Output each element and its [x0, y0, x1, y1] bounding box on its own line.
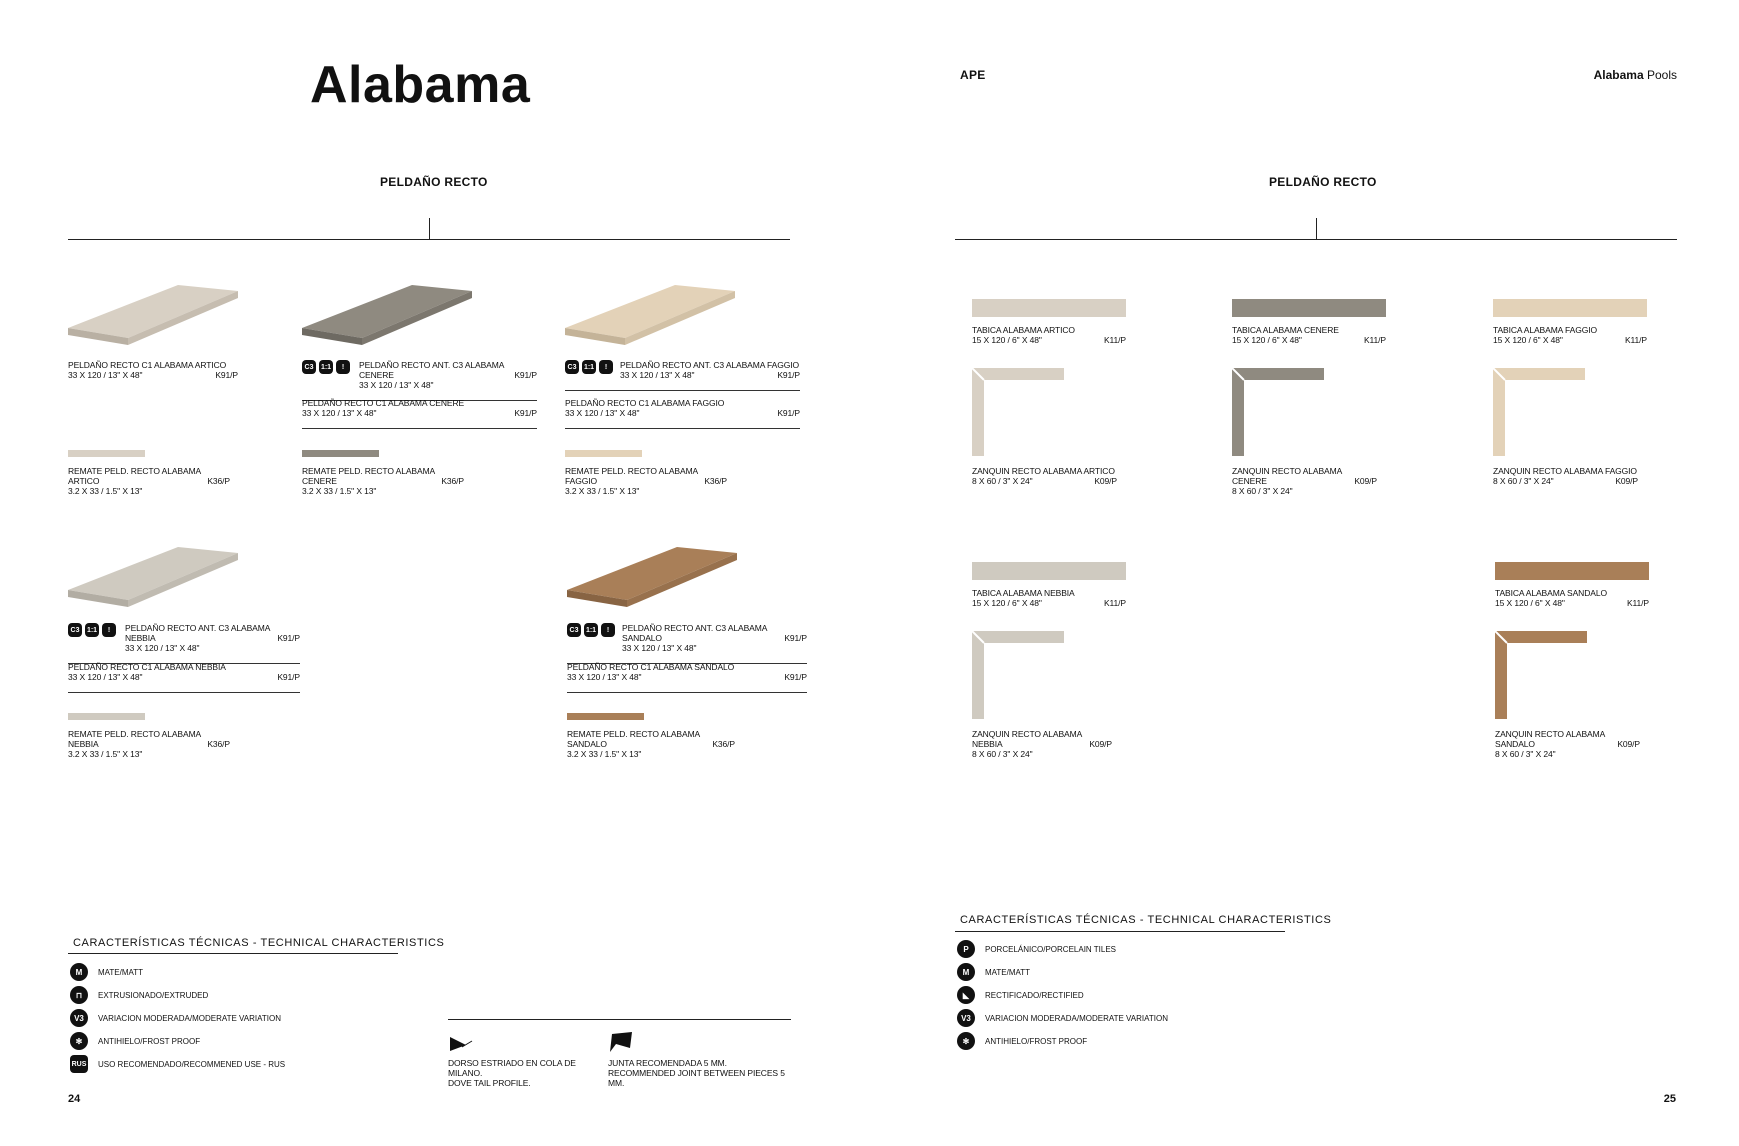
tech-label: EXTRUSIONADO/EXTRUDED	[98, 990, 209, 1000]
tech-label: RECTIFICADO/RECTIFIED	[985, 990, 1084, 1000]
product-code: K09/P	[1089, 739, 1112, 749]
product-code: K91/P	[514, 370, 537, 380]
badge-row	[565, 360, 613, 374]
tech-item-matt	[70, 963, 143, 981]
tech-label: MATE/MATT	[98, 967, 144, 977]
badge-row	[302, 360, 350, 374]
product-size: 3.2 X 33 / 1.5" X 13"	[302, 486, 377, 496]
remate-image-nebbia	[68, 713, 145, 720]
product-peldano-c1-nebbia	[68, 662, 300, 693]
product-code: K91/P	[784, 633, 807, 643]
product-zanquin-faggio	[1493, 466, 1638, 486]
variation-icon: V3	[70, 1009, 88, 1027]
product-size: 8 X 60 / 3" X 24"	[972, 749, 1033, 759]
product-code: K91/P	[514, 408, 537, 418]
separator	[567, 692, 807, 693]
product-name: ZANQUIN RECTO ALABAMA FAGGIO	[1493, 466, 1637, 476]
variation-icon: V3	[957, 1009, 975, 1027]
separator	[565, 390, 800, 391]
tech-item-rectified	[957, 986, 1084, 1004]
product-peldano-ant-nebbia	[68, 623, 300, 664]
product-name: PELDAÑO RECTO C1 ALABAMA FAGGIO	[565, 398, 725, 408]
tech-label: ANTIHIELO/FROST PROOF	[985, 1036, 1088, 1046]
step-image-sandalo	[567, 545, 737, 615]
collection-name: Alabama	[1593, 68, 1644, 82]
tech-divider	[68, 953, 398, 954]
ratio-badge-icon: 1:1	[85, 623, 99, 637]
tabica-image-faggio	[1493, 299, 1647, 317]
separator	[68, 692, 300, 693]
product-size: 15 X 120 / 6" X 48"	[1495, 598, 1565, 608]
product-size: 8 X 60 / 3" X 24"	[972, 476, 1033, 486]
tech-label: VARIACION MODERADA/MODERATE VARIATION	[98, 1013, 281, 1023]
product-peldano-c1-artico	[68, 360, 238, 380]
product-size: 3.2 X 33 / 1.5" X 13"	[68, 486, 143, 496]
product-name: ZANQUIN RECTO ALABAMA CENERE	[1232, 466, 1342, 486]
product-remate-sandalo	[567, 729, 735, 759]
product-name: REMATE PELD. RECTO ALABAMA FAGGIO	[565, 466, 698, 486]
section-heading-right: PELDAÑO RECTO	[1269, 175, 1377, 189]
product-remate-nebbia	[68, 729, 230, 759]
note-dovetail	[448, 1058, 608, 1088]
product-tabica-nebbia	[972, 588, 1126, 608]
tabica-image-artico	[972, 299, 1126, 317]
tech-item-rus	[70, 1055, 285, 1073]
zanquin-image-faggio	[1493, 368, 1585, 456]
product-size: 3.2 X 33 / 1.5" X 13"	[567, 749, 642, 759]
product-size: 3.2 X 33 / 1.5" X 13"	[565, 486, 640, 496]
product-code: K36/P	[712, 739, 735, 749]
separator	[302, 428, 537, 429]
product-peldano-c1-sandalo	[567, 662, 807, 693]
product-size: 33 X 120 / 13" X 48"	[68, 370, 143, 380]
antislip-badge-icon: !	[102, 623, 116, 637]
product-name: TABICA ALABAMA CENERE	[1232, 325, 1339, 335]
product-code: K11/P	[1103, 598, 1126, 608]
product-peldano-ant-faggio	[565, 360, 800, 391]
product-name: PELDAÑO RECTO C1 ALABAMA NEBBIA	[68, 662, 226, 672]
antislip-badge-icon: !	[601, 623, 615, 637]
remate-image-faggio	[565, 450, 642, 457]
page-number-left: 24	[68, 1093, 81, 1105]
product-name: PELDAÑO RECTO ANT. C3 ALABAMA NEBBIA	[125, 623, 270, 643]
tech-item-frost	[70, 1032, 200, 1050]
note-line: JUNTA RECOMENDADA 5 MM.	[608, 1058, 727, 1068]
c3-badge-icon: C3	[567, 623, 581, 637]
rus-icon: RUS	[70, 1055, 88, 1073]
product-code: K91/P	[777, 408, 800, 418]
product-name: ZANQUIN RECTO ALABAMA ARTICO	[972, 466, 1115, 476]
note-joint	[608, 1058, 798, 1088]
product-name: REMATE PELD. RECTO ALABAMA SANDALO	[567, 729, 700, 749]
product-code: K11/P	[1103, 335, 1126, 345]
product-peldano-ant-sandalo	[567, 623, 807, 664]
product-code: K36/P	[207, 476, 230, 486]
product-peldano-ant-cenere	[302, 360, 537, 401]
product-tabica-artico	[972, 325, 1126, 345]
divider-tick-left	[429, 218, 430, 240]
tech-divider-right	[955, 931, 1285, 932]
page-title: Alabama	[310, 56, 531, 114]
tech-item-porcelain	[957, 940, 1116, 958]
product-peldano-c1-cenere	[302, 398, 537, 429]
page-number-right: 25	[1663, 1093, 1676, 1105]
note-line: DORSO ESTRIADO EN COLA DE MILANO.	[448, 1058, 576, 1078]
zanquin-image-artico	[972, 368, 1064, 456]
product-code: K11/P	[1626, 598, 1649, 608]
frost-icon: ✻	[70, 1032, 88, 1050]
product-code: K36/P	[704, 476, 727, 486]
product-tabica-cenere	[1232, 325, 1386, 345]
product-size: 33 X 120 / 13" X 48"	[68, 672, 143, 682]
tech-item-frost	[957, 1032, 1087, 1050]
product-tabica-faggio	[1493, 325, 1647, 345]
remate-image-cenere	[302, 450, 379, 457]
tech-label: PORCELÁNICO/PORCELAIN TILES	[985, 944, 1116, 954]
c3-badge-icon: C3	[302, 360, 316, 374]
product-code: K09/P	[1094, 476, 1117, 486]
product-size: 8 X 60 / 3" X 24"	[1495, 749, 1556, 759]
separator	[565, 428, 800, 429]
product-code: K11/P	[1624, 335, 1647, 345]
product-name: PELDAÑO RECTO ANT. C3 ALABAMA FAGGIO	[620, 360, 800, 370]
product-name: PELDAÑO RECTO ANT. C3 ALABAMA CENERE	[359, 360, 504, 380]
product-name: REMATE PELD. RECTO ALABAMA ARTICO	[68, 466, 201, 486]
ratio-badge-icon: 1:1	[582, 360, 596, 374]
product-code: K09/P	[1615, 476, 1638, 486]
notes-divider	[448, 1019, 791, 1020]
product-size: 15 X 120 / 6" X 48"	[1493, 335, 1563, 345]
divider-tick-right	[1316, 218, 1317, 240]
product-peldano-c1-faggio	[565, 398, 800, 429]
step-image-nebbia	[68, 545, 238, 615]
product-name: TABICA ALABAMA FAGGIO	[1493, 325, 1598, 335]
tech-item-extruded	[70, 986, 208, 1004]
product-size: 15 X 120 / 6" X 48"	[972, 335, 1042, 345]
product-name: ZANQUIN RECTO ALABAMA SANDALO	[1495, 729, 1605, 749]
product-remate-cenere	[302, 466, 464, 496]
product-code: K91/P	[215, 370, 238, 380]
tech-characteristics-title-right: CARACTERÍSTICAS TÉCNICAS - TECHNICAL CHARACTERISTICS	[960, 914, 1332, 926]
product-code: K91/P	[277, 633, 300, 643]
product-size: 33 X 120 / 13" X 48"	[567, 672, 642, 682]
collection-suffix: Pools	[1646, 68, 1677, 82]
product-name: REMATE PELD. RECTO ALABAMA NEBBIA	[68, 729, 201, 749]
product-name: TABICA ALABAMA SANDALO	[1495, 588, 1607, 598]
matt-icon: M	[70, 963, 88, 981]
zanquin-image-sandalo	[1495, 631, 1587, 719]
product-size: 3.2 X 33 / 1.5" X 13"	[68, 749, 143, 759]
c3-badge-icon: C3	[68, 623, 82, 637]
matt-icon: M	[957, 963, 975, 981]
product-zanquin-sandalo	[1495, 729, 1640, 759]
product-size: 15 X 120 / 6" X 48"	[1232, 335, 1302, 345]
tech-label: MATE/MATT	[985, 967, 1031, 977]
product-size: 33 X 120 / 13" X 48"	[302, 408, 377, 418]
product-code: K91/P	[784, 672, 807, 682]
step-image-artico	[68, 283, 238, 353]
c3-badge-icon: C3	[565, 360, 579, 374]
product-zanquin-nebbia	[972, 729, 1112, 759]
product-code: K91/P	[277, 672, 300, 682]
product-zanquin-cenere	[1232, 466, 1377, 496]
joint-icon	[608, 1030, 636, 1054]
product-size: 15 X 120 / 6" X 48"	[972, 598, 1042, 608]
badge-row	[567, 623, 615, 637]
product-name: PELDAÑO RECTO C1 ALABAMA CENERE	[302, 398, 465, 408]
step-image-cenere	[302, 283, 472, 353]
ratio-badge-icon: 1:1	[319, 360, 333, 374]
product-remate-faggio	[565, 466, 727, 496]
product-size: 33 X 120 / 13" X 48"	[622, 643, 697, 653]
product-code: K36/P	[207, 739, 230, 749]
product-name: REMATE PELD. RECTO ALABAMA CENERE	[302, 466, 435, 486]
tech-characteristics-title: CARACTERÍSTICAS TÉCNICAS - TECHNICAL CHARACTERISTICS	[73, 937, 445, 949]
product-name: PELDAÑO RECTO C1 ALABAMA SANDALO	[567, 662, 735, 672]
section-heading-left: PELDAÑO RECTO	[380, 175, 488, 189]
product-remate-artico	[68, 466, 230, 496]
zanquin-image-nebbia	[972, 631, 1064, 719]
tabica-image-cenere	[1232, 299, 1386, 317]
zanquin-image-cenere	[1232, 368, 1324, 456]
product-name: TABICA ALABAMA NEBBIA	[972, 588, 1075, 598]
collection-header	[1594, 68, 1677, 82]
tech-label: VARIACION MODERADA/MODERATE VARIATION	[985, 1013, 1168, 1023]
tabica-image-nebbia	[972, 562, 1126, 580]
tech-label: USO RECOMENDADO/RECOMMENED USE - RUS	[98, 1059, 286, 1069]
ratio-badge-icon: 1:1	[584, 623, 598, 637]
product-name: ZANQUIN RECTO ALABAMA NEBBIA	[972, 729, 1082, 749]
tech-item-variation	[957, 1009, 1168, 1027]
product-name: PELDAÑO RECTO C1 ALABAMA ARTICO	[68, 360, 227, 370]
product-code: K09/P	[1617, 739, 1640, 749]
product-zanquin-artico	[972, 466, 1117, 486]
tech-label: ANTIHIELO/FROST PROOF	[98, 1036, 201, 1046]
step-image-faggio	[565, 283, 735, 353]
product-code: K91/P	[777, 370, 800, 380]
product-size: 8 X 60 / 3" X 24"	[1493, 476, 1554, 486]
extruded-icon: ⊓	[70, 986, 88, 1004]
product-code: K36/P	[441, 476, 464, 486]
product-code: K09/P	[1354, 476, 1377, 486]
product-size: 8 X 60 / 3" X 24"	[1232, 486, 1293, 496]
remate-image-sandalo	[567, 713, 644, 720]
product-name: PELDAÑO RECTO ANT. C3 ALABAMA SANDALO	[622, 623, 767, 643]
dovetail-icon	[448, 1035, 474, 1053]
antislip-badge-icon: !	[599, 360, 613, 374]
antislip-badge-icon: !	[336, 360, 350, 374]
rectified-icon: ◣	[957, 986, 975, 1004]
tech-item-matt	[957, 963, 1030, 981]
note-line: RECOMMENDED JOINT BETWEEN PIECES 5 MM.	[608, 1068, 785, 1088]
product-code: K11/P	[1363, 335, 1386, 345]
frost-icon: ✻	[957, 1032, 975, 1050]
tabica-image-sandalo	[1495, 562, 1649, 580]
product-tabica-sandalo	[1495, 588, 1649, 608]
product-size: 33 X 120 / 13" X 48"	[620, 370, 695, 380]
product-size: 33 X 120 / 13" X 48"	[125, 643, 200, 653]
note-line: DOVE TAIL PROFILE.	[448, 1078, 531, 1088]
badge-row	[68, 623, 116, 637]
product-size: 33 X 120 / 13" X 48"	[359, 380, 434, 390]
product-size: 33 X 120 / 13" X 48"	[565, 408, 640, 418]
porcelain-icon: P	[957, 940, 975, 958]
remate-image-artico	[68, 450, 145, 457]
brand-label: APE	[960, 68, 986, 82]
tech-item-variation	[70, 1009, 281, 1027]
product-name: TABICA ALABAMA ARTICO	[972, 325, 1075, 335]
